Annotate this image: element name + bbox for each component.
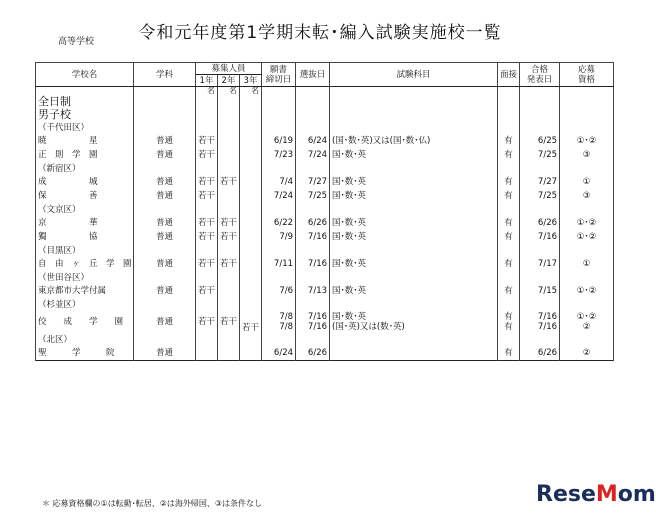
col-year-1: 1年 <box>196 75 218 87</box>
year-3-cell <box>240 148 262 162</box>
year-3-cell <box>240 346 262 361</box>
exam-date-cell: 7/27 <box>296 175 330 189</box>
interview-cell: 有 <box>498 284 520 298</box>
subjects-cell: 国･数･英 <box>330 175 498 189</box>
year-2-cell <box>218 189 240 203</box>
course-cell: 普通 <box>134 257 196 271</box>
year-1-cell: 若干 <box>196 257 218 271</box>
school-name: 保 善 <box>36 189 134 203</box>
ward-label: （文京区） <box>36 203 134 216</box>
ward-label: （杉並区） <box>36 298 134 311</box>
course-cell: 普通 <box>134 311 196 333</box>
announce-cell: 7/25 <box>520 148 560 162</box>
subjects-cell: 国･数･英 <box>330 216 498 230</box>
eligibility-cell: ①･② <box>560 134 614 148</box>
ward-row <box>36 121 614 134</box>
school-name: 正 則 学 園 <box>36 148 134 162</box>
ward-label: （千代田区） <box>36 121 134 134</box>
ward-label: （北区） <box>36 333 134 346</box>
year-3-cell <box>240 216 262 230</box>
deadline-cell: 7/23 <box>262 148 296 162</box>
announce-cell: 7/16 <box>520 230 560 244</box>
subjects-cell: 国･数･英 <box>330 230 498 244</box>
eligibility-cell: ①･② <box>560 230 614 244</box>
eligibility-cell: ③ <box>560 189 614 203</box>
eligibility-cell: ③ <box>560 148 614 162</box>
year-1-cell: 若干 <box>196 148 218 162</box>
announce-cell: 7/27 <box>520 175 560 189</box>
year-3-cell <box>240 175 262 189</box>
col-year-2: 2年 <box>218 75 240 87</box>
school-name: 獨 協 <box>36 230 134 244</box>
interview-cell: 有 <box>498 216 520 230</box>
ward-row <box>36 298 614 311</box>
deadline-cell: 6/22 <box>262 216 296 230</box>
year-3-cell <box>240 257 262 271</box>
table-row <box>36 189 614 203</box>
course-cell: 普通 <box>134 189 196 203</box>
exam-date-cell: 7/25 <box>296 189 330 203</box>
year-3-cell <box>240 230 262 244</box>
col-interview: 面接 <box>498 63 520 87</box>
course-cell: 普通 <box>134 346 196 361</box>
exam-date-cell: 6/26 <box>296 346 330 361</box>
year-2-cell <box>218 284 240 298</box>
ward-row <box>36 162 614 175</box>
table-row <box>36 311 614 333</box>
course-cell: 普通 <box>134 216 196 230</box>
announce-cell: 7/15 <box>520 284 560 298</box>
interview-cell: 有 <box>498 230 520 244</box>
col-eligibility: 応募 資格 <box>560 63 614 87</box>
ward-label: （目黒区） <box>36 244 134 257</box>
table-row <box>36 134 614 148</box>
exam-date-cell: 7/16 <box>296 230 330 244</box>
year-1-cell: 若干 <box>196 230 218 244</box>
subjects-cell: 国･数･英 <box>330 257 498 271</box>
ward-row <box>36 244 614 257</box>
col-announce: 合格 発表日 <box>520 63 560 87</box>
year-2-cell: 若干 <box>218 175 240 189</box>
eligibility-cell: ①･② <box>560 284 614 298</box>
deadline-cell: 7/4 <box>262 175 296 189</box>
announce-cell: 6/26 <box>520 346 560 361</box>
deadline-cell: 7/9 <box>262 230 296 244</box>
year-1-cell: 若干 <box>196 134 218 148</box>
ward-row <box>36 333 614 346</box>
school-name: 自 由 ヶ 丘 学 園 <box>36 257 134 271</box>
col-subjects: 試験科目 <box>330 63 498 87</box>
unit-label: 名 <box>196 87 218 96</box>
exam-date-cell: 6/24 <box>296 134 330 148</box>
exam-date-cell: 6/26 <box>296 216 330 230</box>
deadline-cell: 7/24 <box>262 189 296 203</box>
exam-date-cell: 7/16 7/16 <box>296 311 330 333</box>
year-2-cell: 若干 <box>218 216 240 230</box>
interview-cell: 有 <box>498 134 520 148</box>
school-name: 京 華 <box>36 216 134 230</box>
footnote: ＊ 応募資格欄の①は転勤･転居、②は海外帰国、③は条件なし <box>42 499 263 508</box>
exam-date-cell: 7/24 <box>296 148 330 162</box>
year-2-cell: 若干 <box>218 311 240 333</box>
eligibility-cell: ② <box>560 346 614 361</box>
col-year-3: 3年 <box>240 75 262 87</box>
announce-cell: 7/16 7/16 <box>520 311 560 333</box>
table-body <box>36 87 614 361</box>
subjects-cell: (国･数･英)又は(国･数･仏) <box>330 134 498 148</box>
deadline-cell: 7/11 <box>262 257 296 271</box>
document-header <box>0 0 640 50</box>
subjects-cell: 国･数･英 <box>330 189 498 203</box>
unit-label: 名 <box>240 87 262 96</box>
eligibility-cell: ①･② <box>560 216 614 230</box>
ward-row <box>36 203 614 216</box>
interview-cell: 有 <box>498 189 520 203</box>
year-3-cell <box>240 134 262 148</box>
school-name: 暁 星 <box>36 134 134 148</box>
interview-cell: 有 <box>498 346 520 361</box>
announce-cell: 6/25 <box>520 134 560 148</box>
eligibility-cell: ① <box>560 175 614 189</box>
eligibility-cell: ①･② ② <box>560 311 614 333</box>
interview-cell: 有 <box>498 148 520 162</box>
subjects-cell: 国･数･英 (国･英)又は(数･英) <box>330 311 498 333</box>
announce-cell: 6/26 <box>520 216 560 230</box>
year-3-cell <box>240 284 262 298</box>
deadline-cell: 6/19 <box>262 134 296 148</box>
year-3-cell: 若干 <box>240 311 262 333</box>
ward-label: （新宿区） <box>36 162 134 175</box>
subjects-cell: 国･数･英 <box>330 148 498 162</box>
table-row <box>36 257 614 271</box>
deadline-cell: 7/6 <box>262 284 296 298</box>
section-type: 全日制 <box>36 95 134 108</box>
resemom-logo: ReseMom <box>536 482 656 507</box>
exam-schools-table <box>35 62 614 361</box>
deadline-cell: 7/8 7/8 <box>262 311 296 333</box>
year-2-cell: 若干 <box>218 257 240 271</box>
course-cell: 普通 <box>134 148 196 162</box>
table-row <box>36 284 614 298</box>
course-cell: 普通 <box>134 284 196 298</box>
year-2-cell <box>218 148 240 162</box>
year-1-cell: 若干 <box>196 216 218 230</box>
course-cell: 普通 <box>134 175 196 189</box>
exam-date-cell: 7/13 <box>296 284 330 298</box>
table-row <box>36 230 614 244</box>
col-course: 学科 <box>134 63 196 87</box>
announce-cell: 7/17 <box>520 257 560 271</box>
col-recruit: 募集人員 <box>196 63 262 75</box>
subjects-cell: 国･数･英 <box>330 284 498 298</box>
deadline-cell: 6/24 <box>262 346 296 361</box>
school-category-label: 高等学校 <box>58 37 95 47</box>
year-2-cell <box>218 346 240 361</box>
section-gender: 男子校 <box>36 108 134 121</box>
year-1-cell: 若干 <box>196 284 218 298</box>
year-1-cell: 若干 <box>196 311 218 333</box>
year-2-cell <box>218 134 240 148</box>
school-name: 佼 成 学 園 <box>36 311 134 333</box>
col-deadline: 願書 締切日 <box>262 63 296 87</box>
school-name: 成 城 <box>36 175 134 189</box>
table-row <box>36 216 614 230</box>
exam-date-cell: 7/16 <box>296 257 330 271</box>
ward-row <box>36 271 614 284</box>
interview-cell: 有 <box>498 175 520 189</box>
course-cell: 普通 <box>134 230 196 244</box>
year-1-cell: 若干 <box>196 175 218 189</box>
year-1-cell: 若干 <box>196 189 218 203</box>
interview-cell: 有 <box>498 257 520 271</box>
unit-label: 名 <box>218 87 240 96</box>
course-cell: 普通 <box>134 134 196 148</box>
year-3-cell <box>240 189 262 203</box>
interview-cell: 有 有 <box>498 311 520 333</box>
table-row <box>36 148 614 162</box>
ward-label: （世田谷区） <box>36 271 134 284</box>
page-title: 令和元年度第1学期末転･編入試験実施校一覧 <box>138 23 502 43</box>
table-row <box>36 346 614 361</box>
col-exam-date: 選抜日 <box>296 63 330 87</box>
year-2-cell: 若干 <box>218 230 240 244</box>
table-row <box>36 175 614 189</box>
eligibility-cell: ① <box>560 257 614 271</box>
announce-cell: 7/25 <box>520 189 560 203</box>
col-school: 学校名 <box>36 63 134 87</box>
school-name: 聖 学 院 <box>36 346 134 361</box>
subjects-cell <box>330 346 498 361</box>
year-1-cell <box>196 346 218 361</box>
school-name: 東京都市大学付属 <box>36 284 134 298</box>
